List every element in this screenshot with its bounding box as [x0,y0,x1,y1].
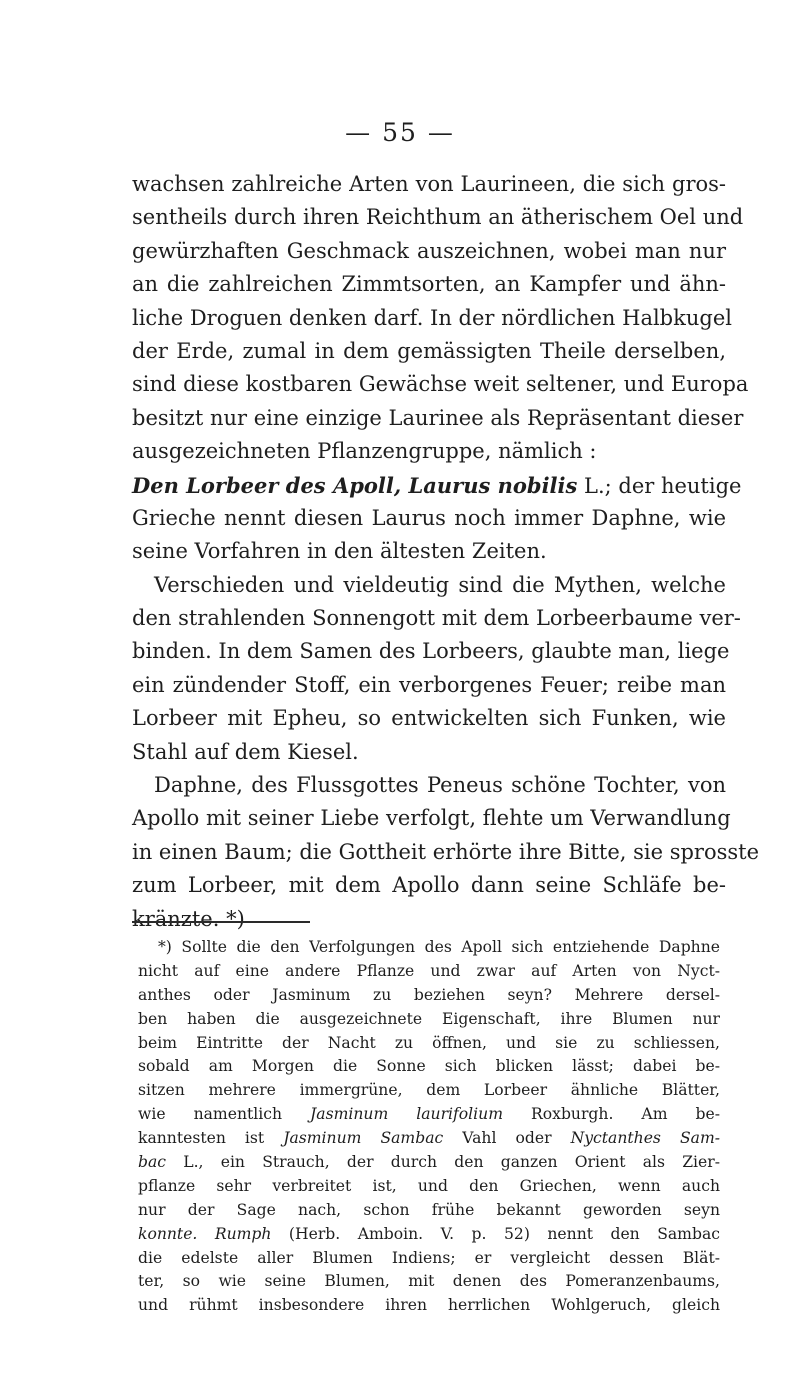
footnote-line [138,1151,720,1175]
footnote-line: und rühmt insbesondere ihren herrlichen Wohlgeruch, gleich [138,1296,720,1315]
species-name: Jasminum laurifolium [310,1105,503,1124]
footnote-line [138,1223,720,1247]
body-line: wachsen zahlreiche Arten von Laurineen, die sich gros- [132,172,726,196]
author-name: konnte. Rumph [138,1224,272,1243]
footnote-line: sobald am Morgen die Sonne sich blicken lässt; dabei be- [138,1057,720,1076]
body-line: ein zündender Stoff, ein verborgenes Feuer; reibe man [132,672,726,697]
footnote-line: pflanze sehr verbreitet ist, und den Griechen, wenn auch [138,1176,720,1195]
footnote-text: Roxburgh. Am be- [503,1105,720,1124]
footnote-line: ter, so wie seine Blumen, mit denen des Pomeranzenbaums, [138,1272,720,1291]
footnote-line: *) Sollte die den Verfolgungen des Apoll sich entziehende Daphne [158,938,720,956]
body-line: seine Vorfahren in den ältesten Zeiten. [132,539,547,564]
body-line: Lorbeer mit Epheu, so entwickelten sich Funken, wie [132,706,726,731]
footnote-text: kanntesten ist [138,1129,284,1148]
species-name: bac [138,1153,167,1172]
footnote-line: anthes oder Jasminum zu beziehen seyn? Mehrere dersel- [138,985,720,1004]
body-line: ausgezeichneten Pflanzengruppe, nämlich : [132,439,597,464]
body-line: liche Droguen denken darf. In der nördlichen Halbkugel [132,305,732,330]
body-line: zum Lorbeer, mit dem Apollo dann seine Schläfe be- [132,873,726,898]
body-line: besitzt nur eine einzige Laurinee als Repräsentant dieser [132,405,744,430]
body-line: kränzte. *) [132,906,245,931]
species-name: Nyctanthes Sam- [570,1129,721,1148]
footnote-line: ben haben die ausgezeichnete Eigenschaft, ihre Blumen nur [138,1009,720,1028]
species-heading: Den Lorbeer des Apoll, Laurus nobilis [132,472,578,498]
footnote-line: beim Eintritte der Nacht zu öffnen, und sie zu schliessen, [138,1033,720,1052]
body-line: Apollo mit seiner Liebe verfolgt, flehte um Verwandlung [132,806,731,831]
body-line: Stahl auf dem Kiesel. [132,739,359,764]
body-line: an die zahlreichen Zimmtsorten, an Kampfer und ähn- [132,272,726,297]
footnote-line [138,1103,720,1127]
body-line: in einen Baum; die Gottheit erhörte ihre Bitte, sie sprosste [132,839,760,864]
body-line: sentheils durch ihren Reichthum an ätherischem Oel und [132,205,744,230]
footnote-text: Vahl oder [443,1129,571,1148]
footnote-line: nicht auf eine andere Pflanze und zwar auf Arten von Nyct- [138,961,720,980]
footnote-text: wie namentlich [138,1105,311,1124]
footnote-text: L., ein Strauch, der durch den ganzen Orient als Zier- [166,1153,720,1172]
body-line-heading [132,469,742,502]
footnote-text: (Herb. Amboin. V. p. 52) nennt den Sambac [271,1224,720,1243]
body-text [132,168,760,936]
footnote-line: sitzen mehrere immergrüne, dem Lorbeer ähnliche Blätter, [138,1081,720,1100]
body-line: binden. In dem Samen des Lorbeers, glaubte man, liege [132,639,730,664]
body-line: der Erde, zumal in dem gemässigten Theile derselben, [132,338,726,363]
page-number: — 55 — [345,118,455,147]
footnote-line: nur der Sage nach, schon frühe bekannt geworden seyn [138,1200,720,1219]
body-line: Verschieden und vieldeutig sind die Mythen, welche [154,572,726,597]
species-name: Jasminum Sambac [283,1129,444,1148]
heading-rest: L.; der heutige [577,473,742,498]
body-line: Daphne, des Flussgottes Peneus schöne Tochter, von [154,773,726,798]
footnote-line [138,1127,720,1151]
body-line: Grieche nennt diesen Laurus noch immer Daphne, wie [132,505,726,530]
body-line: gewürzhaften Geschmack auszeichnen, wobei man nur [132,238,726,263]
body-line: den strahlenden Sonnengott mit dem Lorbeerbaume ver- [132,606,741,631]
footnote-line: die edelste aller Blumen Indiens; er vergleicht dessen Blät- [138,1248,720,1267]
body-line: sind diese kostbaren Gewächse weit seltener, und Europa [132,372,749,397]
footnote-divider [132,921,310,923]
footnote [138,936,720,1318]
